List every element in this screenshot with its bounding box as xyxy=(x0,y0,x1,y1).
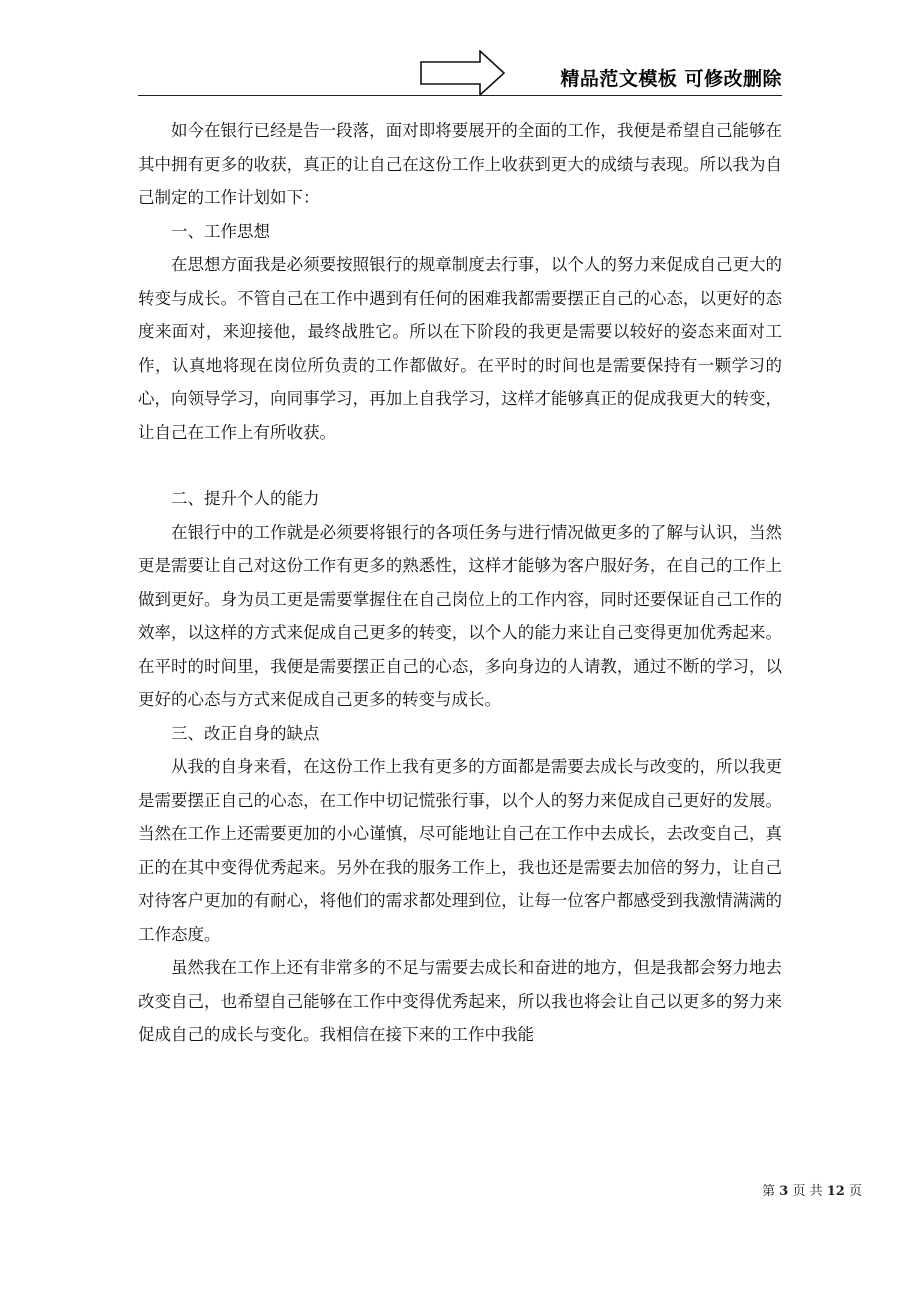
section-heading-3: 三、改正自身的缺点 xyxy=(171,723,320,743)
total-page-count: 12 xyxy=(826,1184,845,1199)
current-page-number: 3 xyxy=(779,1184,789,1199)
right-arrow-icon xyxy=(420,50,506,96)
paragraph-section-3: 从我的自身来看，在这份工作上我有更多的方面都是需要去成长与改变的，所以我更是需要摆正自己的心态，在工作中切记慌张行事，以个人的努力来促成自己更好的发展。当然在工作上还需要更加的小心谨慎，尽可能地让自己在工作中去成长，去改变自己，真正的在其中变得优秀起来。另外在我的服务工作上，我也还是需要去加倍的努力，让自己对待客户更加的有耐心，将他们的需求都处理到位，让每一位客户都感受到我激情满满的工作态度。 xyxy=(138,757,782,944)
paragraph-intro: 如今在银行已经是告一段落，面对即将要展开的全面的工作，我便是希望自己能够在其中拥有更多的收获，真正的让自己在这份工作上收获到更大的成绩与表现。所以我为自己制定的工作计划如下： xyxy=(138,121,782,207)
document-body xyxy=(138,114,782,1052)
paragraph-closing: 虽然我在工作上还有非常多的不足与需要去成长和奋进的地方，但是我都会努力地去改变自己，也希望自己能够在工作中变得优秀起来，所以我也将会让自己以更多的努力来促成自己的成长与变化。我相信在接下来的工作中我能 xyxy=(138,958,782,1044)
paragraph-section-1: 在思想方面我是必须要按照银行的规章制度去行事，以个人的努力来促成自己更大的转变与成长。不管自己在工作中遇到有任何的困难我都需要摆正自己的心态，以更好的态度来面对，来迎接他，最终战胜它。所以在下阶段的我更是需要以较好的姿态来面对工作，认真地将现在岗位所负责的工作都做好。在平时的时间也是需要保持有一颗学习的心，向领导学习，向同事学习，再加上自我学习，这样才能够真正的促成我更大的转变，让自己在工作上有所收获。 xyxy=(138,255,782,442)
header-divider xyxy=(138,95,782,96)
section-heading-2: 二、提升个人的能力 xyxy=(171,489,320,508)
footer-suffix: 页 xyxy=(848,1184,862,1199)
section-heading-1: 一、工作思想 xyxy=(171,221,270,241)
footer-prefix: 第 xyxy=(762,1184,776,1199)
page-header xyxy=(138,50,782,98)
page-footer xyxy=(762,1180,862,1199)
paragraph-section-2: 在银行中的工作就是必须要将银行的各项任务与进行情况做更多的了解与认识，当然更是需要让自己对这份工作有更多的熟悉性，这样才能够为客户服好务，在自己的工作上做到更好。身为员工更是需要掌握住在自己岗位上的工作内容，同时还要保证自己工作的效率，以这样的方式来促成自己更多的转变，以个人的能力来让自己变得更加优秀起来。在平时的时间里，我便是需要摆正自己的心态，多向身边的人请教，通过不断的学习，以更好的心态与方式来促成自己更多的转变与成长。 xyxy=(138,522,782,709)
footer-middle: 页 共 xyxy=(792,1184,823,1199)
header-title: 精品范文模板 可修改删除 xyxy=(560,68,782,90)
